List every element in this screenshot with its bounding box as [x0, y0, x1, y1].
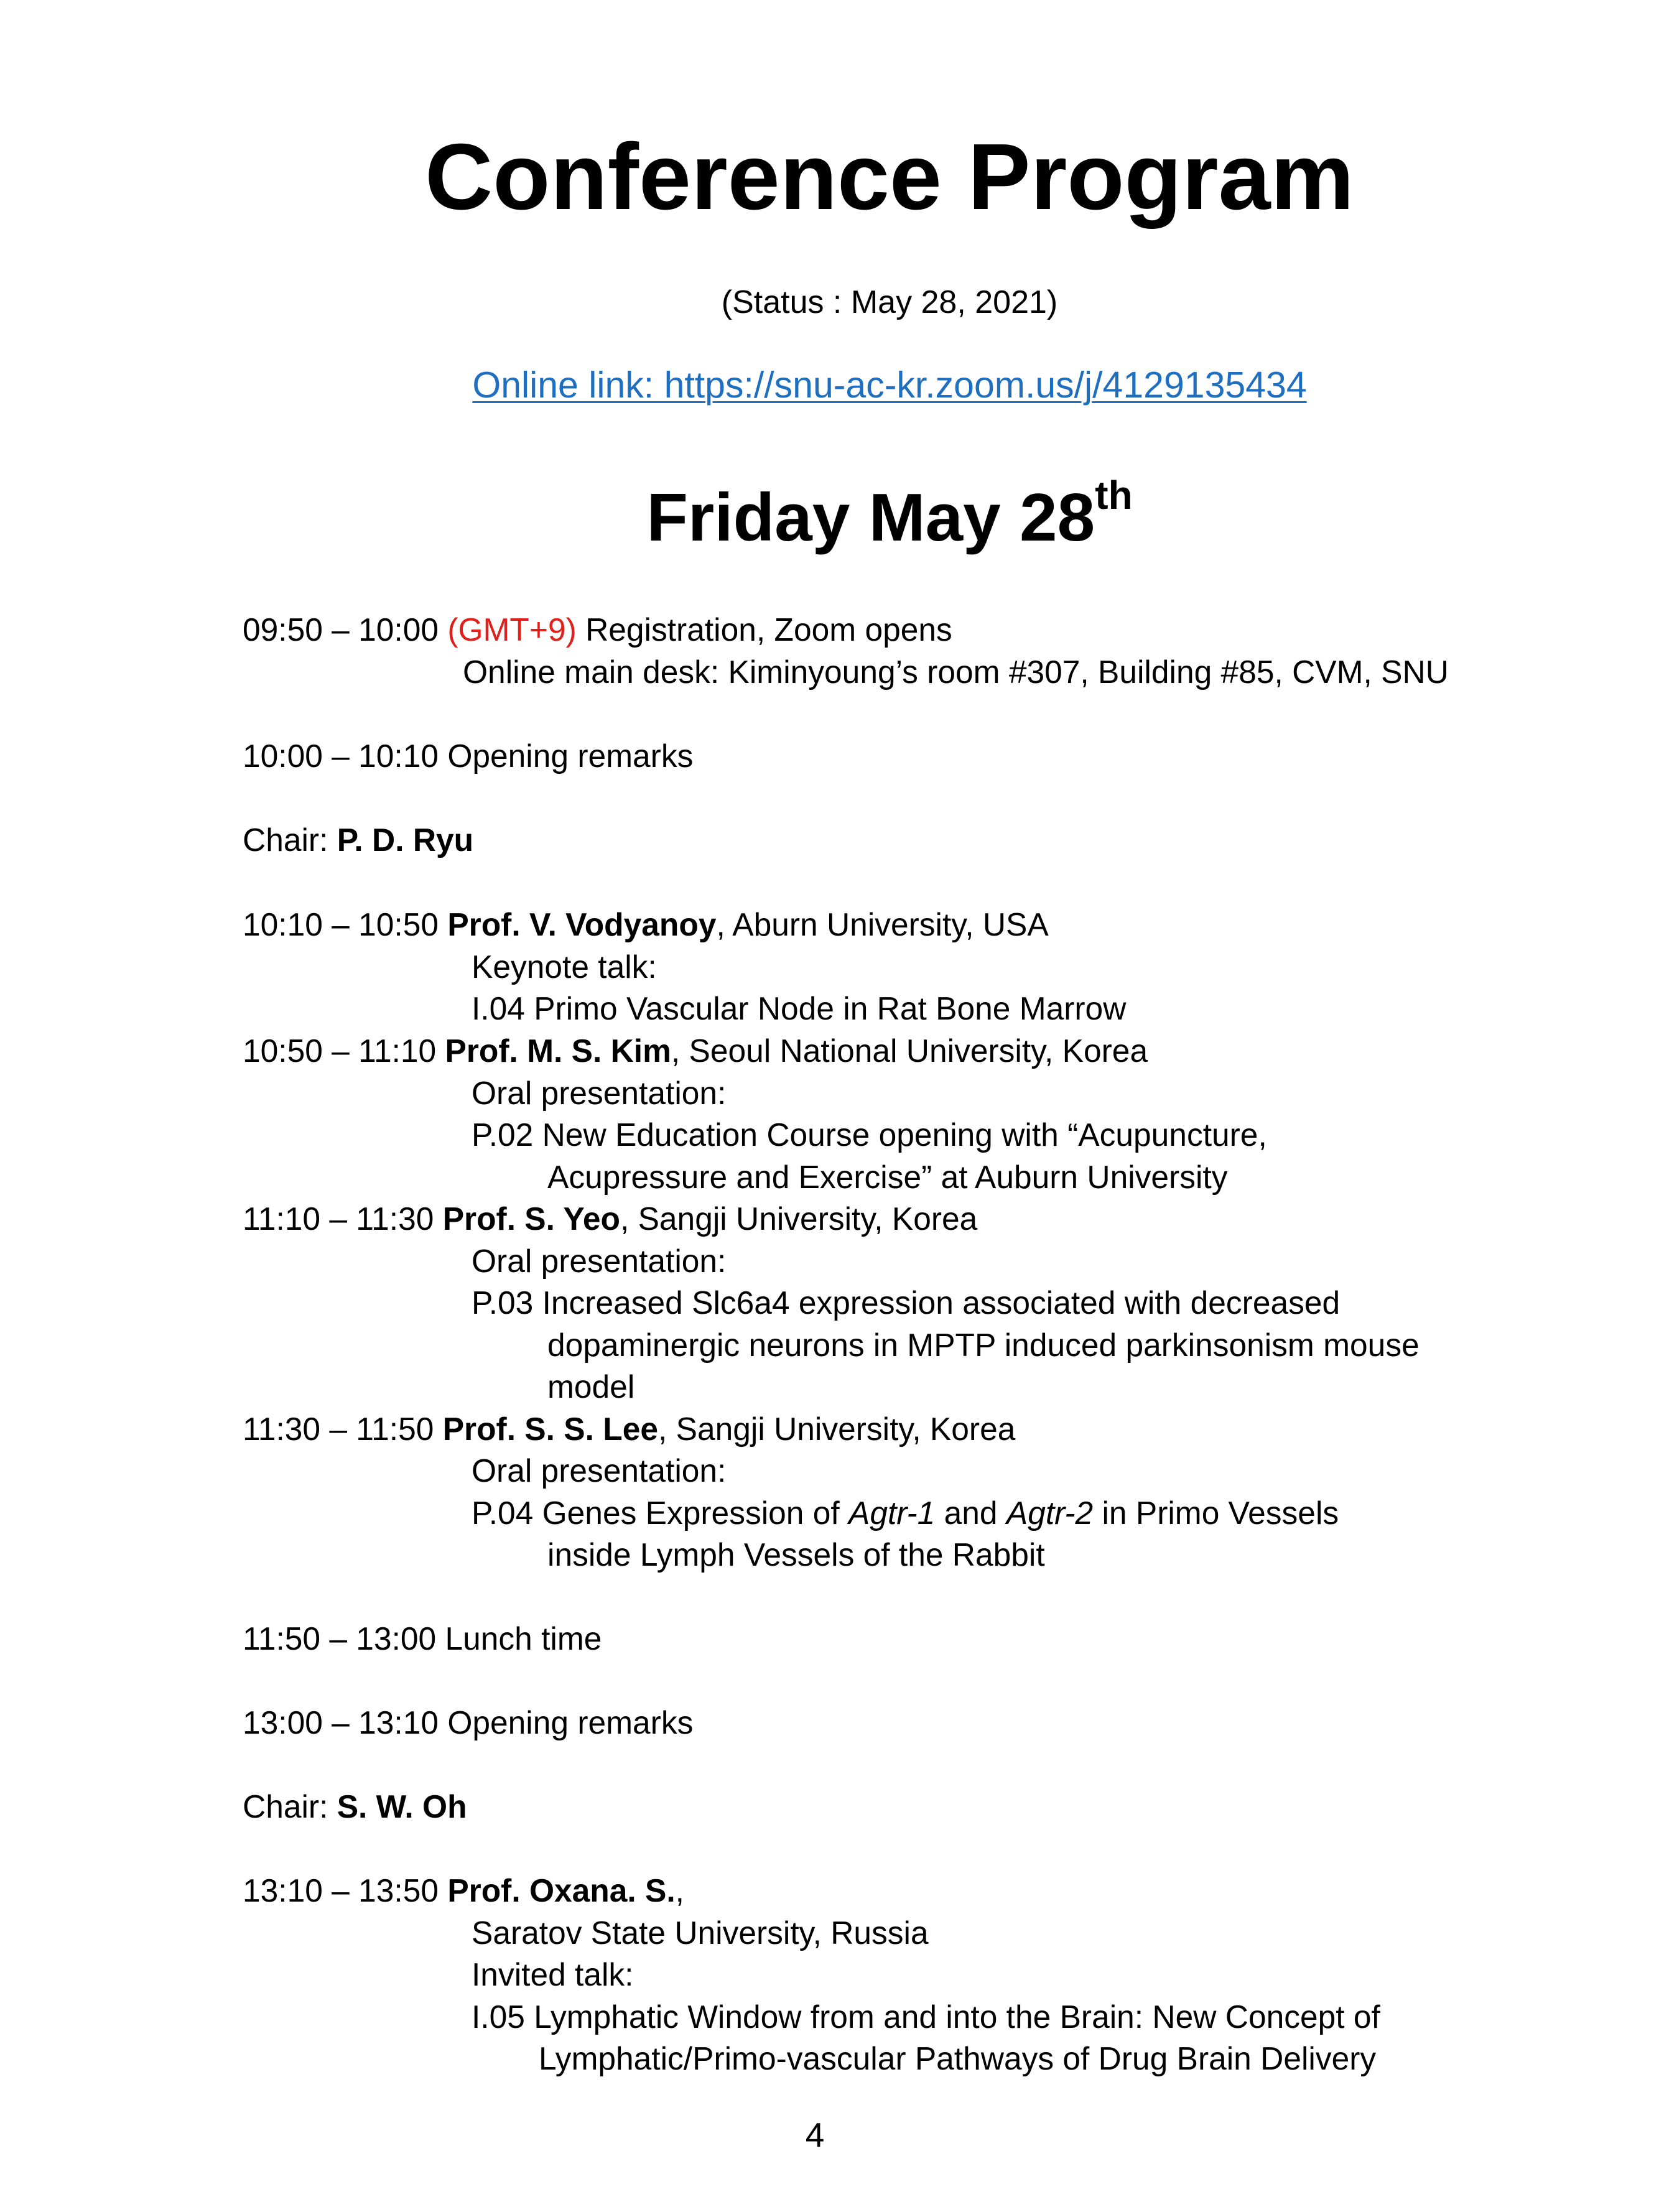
registration-line [243, 611, 952, 648]
talk-time: 10:10 – 10:50 [243, 906, 448, 942]
speaker-name: Prof. S. S. Lee [442, 1411, 658, 1447]
day-label: Friday May 28 [646, 480, 1095, 555]
talk-4-title-line-1 [472, 1497, 1339, 1530]
opening-remarks-morning: 10:00 – 10:10 Opening remarks [243, 738, 694, 774]
chair-label: Chair: [243, 1788, 337, 1824]
talk-time: 11:10 – 11:30 [243, 1201, 443, 1237]
talk-5-affiliation: Saratov State University, Russia [472, 1915, 929, 1951]
speaker-name: Prof. Oxana. S. [447, 1872, 676, 1908]
talk-3-title-line-1: P.03 Increased Slc6a4 expression associated with decreased [472, 1285, 1341, 1321]
registration-time: 09:50 – 10:00 [243, 611, 448, 648]
title-text: and [935, 1495, 1006, 1531]
gene-name: Agtr-2 [1006, 1495, 1094, 1531]
registration-title: Registration, Zoom opens [576, 611, 952, 648]
speaker-comma: , [675, 1872, 684, 1908]
speaker-affiliation: , Sangji University, Korea [658, 1411, 1016, 1447]
opening-remarks-afternoon: 13:00 – 13:10 Opening remarks [243, 1704, 694, 1740]
speaker-affiliation: , Sangji University, Korea [620, 1201, 978, 1237]
chair-name: S. W. Oh [337, 1788, 467, 1824]
talk-4-type: Oral presentation: [472, 1452, 727, 1489]
talk-3-title-line-3: model [547, 1369, 635, 1405]
talk-5-title-line-1: I.05 Lymphatic Window from and into the Brain: New Concept of [472, 1999, 1380, 2035]
talk-1-type: Keynote talk: [472, 949, 657, 985]
talk-3-title-line-2: dopaminergic neurons in MPTP induced parkinsonism mouse [547, 1327, 1420, 1363]
talk-5-title-line-2: Lymphatic/Primo-vascular Pathways of Drug Brain Delivery [539, 2040, 1377, 2076]
talk-2-type: Oral presentation: [472, 1075, 727, 1111]
speaker-name: Prof. S. Yeo [442, 1201, 620, 1237]
day-suffix: th [1095, 472, 1133, 518]
talk-2-title-line-1: P.02 New Education Course opening with “Acupuncture, [472, 1117, 1267, 1153]
talk-2-title-line-2: Acupressure and Exercise” at Auburn University [547, 1159, 1228, 1195]
page-number: 4 [805, 2116, 825, 2154]
title-text: P.04 Genes Expression of [472, 1495, 848, 1531]
talk-5-header [243, 1872, 684, 1908]
talk-5-type: Invited talk: [472, 1956, 634, 1992]
talk-3-header [243, 1203, 977, 1235]
talk-3-type: Oral presentation: [472, 1243, 727, 1279]
status-date: (Status : May 28, 2021) [721, 284, 1058, 320]
online-link[interactable]: Online link: https://snu-ac-kr.zoom.us/j/4129135434 [472, 365, 1307, 406]
speaker-affiliation: , Seoul National University, Korea [671, 1033, 1148, 1069]
talk-4-title-line-2: inside Lymph Vessels of the Rabbit [547, 1536, 1045, 1573]
main-desk-info: Online main desk: Kiminyoung’s room #307, Building #85, CVM, SNU [463, 654, 1449, 690]
talk-2-header [243, 1035, 1148, 1067]
page-title: Conference Program [425, 124, 1354, 229]
chair-morning [243, 824, 473, 857]
talk-1-title: I.04 Primo Vascular Node in Rat Bone Marrow [472, 990, 1127, 1026]
lunch-time: 11:50 – 13:00 Lunch time [243, 1620, 602, 1657]
talk-4-header [243, 1413, 1015, 1446]
speaker-affiliation: , Aburn University, USA [716, 906, 1049, 942]
talk-time: 13:10 – 13:50 [243, 1872, 448, 1908]
speaker-name: Prof. V. Vodyanoy [447, 906, 717, 942]
talk-1-header [243, 906, 1049, 942]
talk-time: 11:30 – 11:50 [243, 1411, 443, 1447]
talk-time: 10:50 – 11:10 [243, 1033, 445, 1069]
chair-name: P. D. Ryu [337, 822, 474, 858]
day-heading [0, 472, 1659, 555]
timezone-label: (GMT+9) [447, 611, 577, 648]
speaker-name: Prof. M. S. Kim [445, 1033, 671, 1069]
chair-label: Chair: [243, 822, 337, 858]
gene-name: Agtr-1 [848, 1495, 936, 1531]
title-text: in Primo Vessels [1093, 1495, 1339, 1531]
chair-afternoon [243, 1788, 467, 1824]
